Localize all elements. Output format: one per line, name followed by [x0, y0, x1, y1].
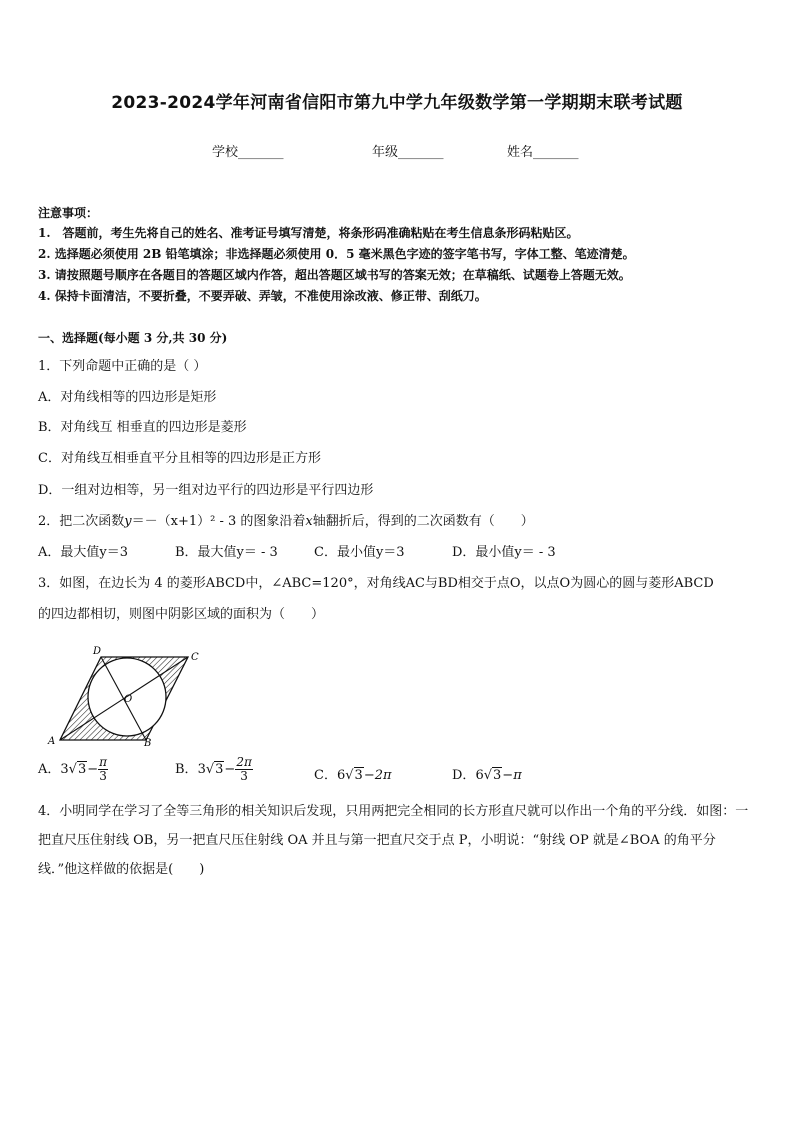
fraction — [235, 756, 253, 783]
coef: 3 — [60, 762, 69, 777]
radicand: 3 — [77, 762, 87, 777]
notice-heading: 注意事项： — [38, 206, 99, 220]
label-a: A — [48, 736, 56, 747]
q3-stem-line1: 3．如图，在边长为 4 的菱形ABCD中，∠ABC=120°，对角线AC与BD相交于点O，以点O为圆心的圆与菱形ABCD — [38, 576, 714, 591]
q2-stem — [38, 510, 534, 529]
q2-stem-var-x: x — [305, 514, 313, 529]
minus-sign: − — [87, 762, 99, 777]
q2-option-b: B．最大值y＝ - 3 — [175, 545, 278, 560]
q1-option-d: D．一组对边相等，另一组对边平行的四边形是平行四边形 — [38, 483, 374, 498]
expr-tail: −π — [502, 768, 522, 783]
q2-option-d: D．最小值y＝ - 3 — [452, 545, 556, 560]
q2-stem-part: ＝－（x+1）² - 3 的图象沿着 — [131, 514, 306, 529]
label-o: O — [124, 694, 133, 705]
q3-option-b — [175, 756, 253, 783]
option-label: D． — [452, 768, 476, 783]
q2-stem-var-y: y — [124, 514, 132, 529]
q2-option-c: C．最小值y＝3 — [314, 545, 405, 560]
radicand: 3 — [215, 762, 224, 777]
sqrt-sign: √ — [68, 762, 77, 777]
q1-stem: 1．下列命题中正确的是（ ） — [38, 359, 207, 374]
denominator: 3 — [99, 769, 107, 783]
q2-option-a: A．最大值y＝3 — [38, 545, 129, 560]
notice-item-4: 4. 保持卡面清洁，不要折叠，不要弄破、弄皱，不准使用涂改液、修正带、刮纸刀。 — [38, 289, 487, 303]
option-label: B． — [175, 762, 198, 777]
minus-sign: − — [224, 762, 236, 777]
q1-option-b: B．对角线互 相垂直的四边形是菱形 — [38, 420, 247, 435]
name-field: 姓名_______ — [507, 145, 579, 160]
coef: 6 — [475, 768, 484, 783]
notice-item-1: 1. 答题前，考生先将自己的姓名、准考证号填写清楚，将条形码准确粘贴在考生信息条形码粘贴区。 — [38, 226, 579, 240]
sqrt-sign: √ — [483, 768, 493, 783]
notice-item-3: 3. 请按照题号顺序在各题目的答题区域内作答，超出答题区域书写的答案无效；在草稿纸、试题卷上答题无效。 — [38, 268, 631, 282]
radicand: 3 — [493, 768, 502, 783]
sqrt-sign: √ — [205, 762, 215, 777]
rhombus-figure — [38, 640, 213, 750]
numerator: 2π — [236, 755, 252, 769]
q3-stem-line2: 的四边都相切，则图中阴影区域的面积为（ ） — [38, 607, 325, 622]
q2-stem-part: 2．把二次函数 — [38, 514, 125, 529]
fraction — [98, 756, 108, 783]
label-c: C — [191, 652, 199, 663]
label-d: D — [93, 646, 102, 657]
grade-field: 年级_______ — [372, 145, 444, 160]
notice-item-2: 2. 选择题必须使用 2B 铅笔填涂；非选择题必须使用 0．5 毫米黑色字迹的签字笔书写，字体工整、笔迹清楚。 — [38, 247, 635, 261]
coef: 6 — [336, 768, 346, 783]
expr-tail: −2π — [363, 768, 392, 783]
numerator: π — [99, 755, 108, 769]
radicand: 3 — [354, 768, 363, 783]
denominator: 3 — [240, 769, 248, 783]
label-b: B — [144, 738, 152, 749]
q4-stem: 4．小明同学在学习了全等三角形的相关知识后发现，只用两把完全相同的长方形直尺就可以作出一个角的平分线．如图：一把直尺压住射线 OB，另一把直尺压住射线 OA 并且与第一把直尺交于点 P，小明说：“射线 OP 就是∠BOA 的角平分线．”他这样做的依据是( ) — [38, 804, 749, 877]
q3-option-c — [314, 764, 392, 783]
coef: 3 — [197, 762, 206, 777]
option-label: A． — [38, 762, 61, 777]
school-field: 学校_______ — [212, 145, 284, 160]
option-label: C． — [314, 768, 337, 783]
sqrt-sign: √ — [345, 768, 354, 783]
section-heading: 一、选择题(每小题 3 分,共 30 分) — [38, 331, 228, 345]
exam-title: 2023-2024学年河南省信阳市第九中学九年级数学第一学期期末联考试题 — [111, 93, 683, 113]
q1-option-a: A．对角线相等的四边形是矩形 — [38, 390, 217, 405]
q1-option-c: C．对角线互相垂直平分且相等的四边形是正方形 — [38, 451, 321, 466]
q3-option-a — [38, 756, 108, 783]
q2-stem-part: 轴翻折后，得到的二次函数有（ ） — [312, 514, 534, 529]
q3-option-d — [452, 764, 522, 783]
